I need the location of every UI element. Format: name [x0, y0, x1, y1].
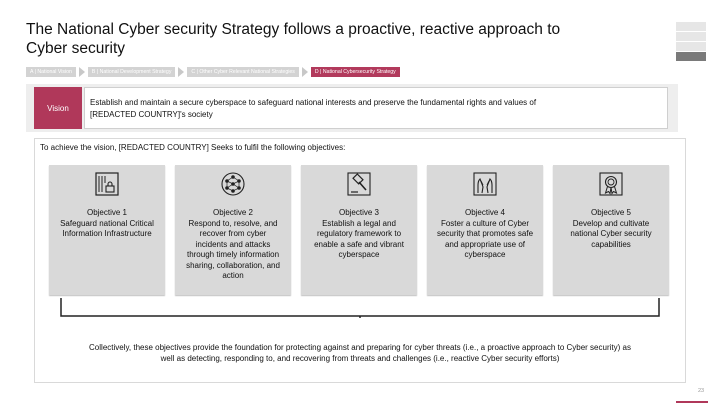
breadcrumb-item-national-development-strategy[interactable]: B | National Development Strategy	[88, 67, 176, 77]
section-toc-thumbnail	[676, 22, 706, 66]
breadcrumb-separator-icon	[302, 67, 308, 77]
objectives-summary	[44, 342, 676, 364]
vision-statement-line-2: [REDACTED COUNTRY]'s society	[90, 110, 213, 119]
objective-description	[179, 219, 287, 282]
objectives-intro: To achieve the vision, [REDACTED COUNTRY] Seeks to fulfil the following objectives:	[40, 143, 346, 152]
objective-description-line: Foster a culture of Cyber	[440, 218, 530, 228]
summary-line: well as detecting, responding to, and recovering from threats and challenges (i.e., reactive Cyber security efforts)	[160, 354, 560, 363]
vision-statement-line-1: Establish and maintain a secure cyberspace to safeguard national interests and preserve the fundamental rights and values of	[90, 98, 537, 107]
breadcrumb-separator-icon	[79, 67, 85, 77]
objective-card-1	[49, 165, 165, 295]
objective-card-2	[175, 165, 291, 295]
slide-title-line-2: Cyber security	[26, 40, 126, 57]
breadcrumb-separator-icon	[178, 67, 184, 77]
toc-bar	[676, 42, 706, 51]
objective-description	[431, 219, 539, 261]
objective-description-line: security that promotes safe	[436, 229, 534, 238]
secure-infrastructure-icon	[94, 171, 120, 197]
objective-description-line: action	[222, 271, 244, 280]
gavel-icon	[346, 171, 372, 197]
objective-title: Objective 1	[86, 208, 128, 217]
vision-label: Vision	[34, 87, 82, 129]
objective-description	[53, 219, 161, 240]
breadcrumb-item-other-strategies[interactable]: C | Other Cyber Relevant National Strategies	[187, 67, 298, 77]
breadcrumb	[26, 67, 400, 77]
objective-card-5	[553, 165, 669, 295]
breadcrumb-item-cybersecurity-strategy[interactable]: D | National Cybersecurity Strategy	[311, 67, 400, 77]
objective-description-line: sharing, collaboration, and	[186, 260, 280, 270]
objective-description-line: cyberspace	[338, 250, 380, 259]
network-response-icon	[220, 171, 246, 197]
toc-bar-active	[676, 52, 706, 61]
summary-line: Collectively, these objectives provide the foundation for protecting against and preparing for cyber threats (i.e., a proactive approach to Cyber security) as	[89, 343, 631, 352]
objective-description-line: incidents and attacks	[195, 239, 271, 249]
slide-title-line-1: The National Cyber security Strategy follows a proactive, reactive approach to	[26, 21, 561, 38]
objective-title: Objective 5	[590, 208, 632, 217]
page-number: 23	[698, 388, 705, 394]
objective-title: Objective 3	[338, 208, 380, 217]
helping-hands-icon	[472, 171, 498, 197]
objective-description-line: national Cyber security	[570, 229, 652, 238]
objective-description-line: recover from cyber	[199, 229, 267, 238]
objective-description-line: cyberspace	[464, 250, 506, 259]
slide-title	[26, 20, 586, 58]
objective-description-line: Develop and cultivate	[572, 218, 650, 228]
objective-description-line: capabilities	[591, 239, 631, 249]
award-ribbon-icon	[598, 171, 624, 197]
objective-title: Objective 2	[212, 208, 254, 217]
objective-description-line: Respond to, resolve, and	[188, 218, 278, 228]
objective-description-line: through timely information	[186, 250, 280, 259]
objectives-bracket	[60, 298, 660, 318]
objective-description-line: enable a safe and vibrant	[314, 239, 404, 249]
objective-description-line: and appropriate use of	[444, 239, 526, 249]
objective-description-line: Establish a legal and	[322, 218, 396, 228]
objective-description	[305, 219, 413, 261]
objective-description-line: Safeguard national Critical	[60, 218, 154, 228]
vision-statement	[84, 87, 668, 129]
objective-description-line: Information Infrastructure	[62, 229, 152, 238]
footer-accent-line	[676, 401, 708, 403]
objective-title: Objective 4	[464, 208, 506, 217]
toc-bar	[676, 32, 706, 41]
objective-description-line: regulatory framework to	[316, 229, 402, 238]
objective-description	[557, 219, 665, 251]
breadcrumb-item-national-vision[interactable]: A | National Vision	[26, 67, 76, 77]
toc-bar	[676, 22, 706, 31]
objective-card-4	[427, 165, 543, 295]
objective-card-3	[301, 165, 417, 295]
